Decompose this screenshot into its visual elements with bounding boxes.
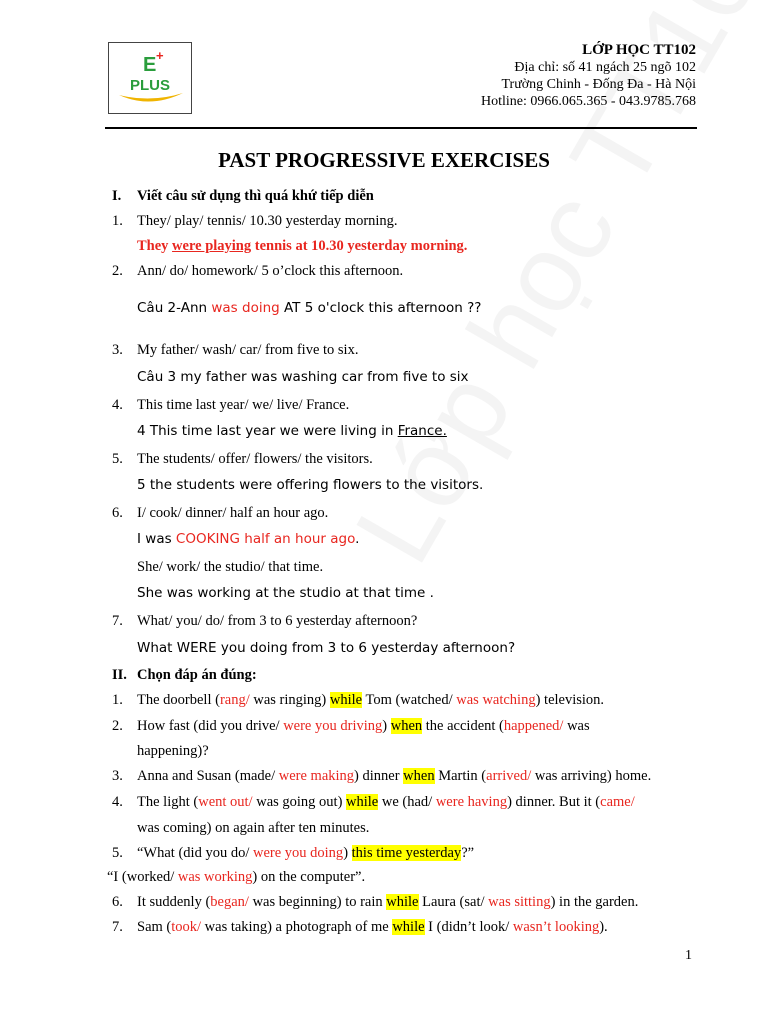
s2-q4-r3: came/ bbox=[600, 794, 635, 810]
s2-q7-t2: was taking) a photograph of me bbox=[201, 919, 393, 935]
s2-q6-t3: Laura (sat/ bbox=[418, 894, 489, 910]
street: Trường Chinh - Đống Đa - Hà Nội bbox=[501, 77, 696, 92]
page-number: 1 bbox=[685, 948, 692, 963]
s2-q5-l2a: “I (worked/ bbox=[107, 869, 178, 885]
logo-graphic bbox=[109, 43, 191, 113]
s2-q7-r1: took/ bbox=[171, 919, 202, 935]
class-name: LỚP HỌC TT102 bbox=[582, 42, 696, 58]
s1-q2-number: 2. bbox=[112, 263, 123, 279]
s2-q2-number: 2. bbox=[112, 718, 123, 734]
s1-q1-answer-verb: were playing bbox=[172, 238, 252, 254]
s2-q5-number: 5. bbox=[112, 845, 123, 861]
s2-q1-number: 1. bbox=[112, 692, 123, 708]
s2-q7-number: 7. bbox=[112, 919, 123, 935]
s2-q1-r1: rang/ bbox=[219, 692, 250, 708]
s2-q2-r2: happened/ bbox=[503, 718, 564, 734]
section2-heading: Chọn đáp án đúng: bbox=[137, 667, 257, 683]
s2-q5-t3: ?” bbox=[461, 845, 475, 861]
hotline: Hotline: 0966.065.365 - 043.9785.768 bbox=[480, 94, 696, 109]
s2-q2-r1: were you driving bbox=[283, 718, 383, 734]
s1-q1-number: 1. bbox=[112, 213, 123, 229]
s2-q4-highlight: while bbox=[346, 794, 379, 810]
header-info bbox=[481, 42, 696, 110]
s1-q1-answer-pre: They bbox=[137, 238, 173, 254]
s1-q4-answer bbox=[137, 423, 447, 439]
s1-q6-answer-pre: I was bbox=[137, 531, 176, 547]
s2-q2-t1: How fast (did you drive/ bbox=[137, 718, 284, 734]
s1-q6-answer-post: . bbox=[355, 531, 360, 547]
page-title: PAST PROGRESSIVE EXERCISES bbox=[218, 148, 550, 172]
s1-q3-number: 3. bbox=[112, 342, 123, 358]
s1-q1-prompt: They/ play/ tennis/ 10.30 yesterday morning. bbox=[137, 213, 398, 229]
s1-q1-answer bbox=[137, 238, 467, 255]
s2-q3-t2: ) dinner bbox=[354, 768, 404, 784]
s2-q3-t3: Martin ( bbox=[434, 768, 487, 784]
s2-q4-number: 4. bbox=[112, 794, 123, 810]
s2-q4-t2: was going out) bbox=[252, 794, 347, 810]
logo-text: PLUS bbox=[129, 77, 171, 94]
s2-q7-r2: wasn’t looking bbox=[512, 919, 600, 935]
s1-q6-number: 6. bbox=[112, 505, 123, 521]
s2-q2-t3: the accident ( bbox=[422, 718, 504, 734]
s2-q2-t2: ) bbox=[382, 718, 391, 734]
s2-q6-t1: It suddenly ( bbox=[137, 894, 211, 910]
s2-q5-line2 bbox=[107, 869, 365, 886]
s1-q5-answer: 5 the students were offering flowers to the visitors. bbox=[137, 477, 484, 493]
s2-q1-t4: ) television. bbox=[535, 692, 605, 708]
s1-q2-prompt: Ann/ do/ homework/ 5 o’clock this afternoon. bbox=[137, 263, 404, 279]
s2-q4-r1: went out/ bbox=[198, 794, 253, 810]
s2-q3-t1: Anna and Susan (made/ bbox=[137, 768, 279, 784]
s1-q2-answer-pre: Câu 2-Ann bbox=[137, 300, 212, 316]
s2-q1-highlight: while bbox=[329, 692, 363, 708]
s2-q4-r2: were having bbox=[435, 794, 508, 810]
s1-q1-answer-post: tennis at 10.30 yesterday morning. bbox=[251, 238, 468, 254]
s2-q2-text bbox=[137, 718, 590, 735]
s2-q1-t2: was ringing) bbox=[249, 692, 330, 708]
s2-q2-highlight: when bbox=[390, 718, 423, 734]
s1-q3-prompt: My father/ wash/ car/ from five to six. bbox=[137, 342, 359, 358]
s2-q2-line2: happening)? bbox=[137, 743, 209, 759]
s1-q5-prompt: The students/ offer/ flowers/ the visitors. bbox=[137, 451, 373, 467]
s2-q5-r1: were you doing bbox=[252, 845, 344, 861]
s1-q6-prompt2: She/ work/ the studio/ that time. bbox=[137, 559, 324, 575]
s2-q3-text bbox=[137, 768, 651, 785]
s2-q2-t4: was bbox=[563, 718, 590, 734]
s2-q3-number: 3. bbox=[112, 768, 123, 784]
logo-plus-sign: + bbox=[156, 48, 164, 63]
s2-q5-l2b: ) on the computer”. bbox=[252, 869, 366, 885]
s2-q3-r2: arrived/ bbox=[486, 768, 532, 784]
s2-q5-t1: “What (did you do/ bbox=[137, 845, 253, 861]
s2-q5-highlight: this time yesterday bbox=[351, 845, 462, 861]
s2-q1-r2: was watching bbox=[456, 692, 536, 708]
s2-q7-highlight: while bbox=[392, 919, 425, 935]
s1-q4-answer-underlined: France. bbox=[397, 423, 447, 439]
s2-q6-r1: began/ bbox=[210, 894, 249, 910]
s1-q6-answer2: She was working at the studio at that time . bbox=[137, 585, 434, 601]
s2-q6-r2: was sitting bbox=[488, 894, 551, 910]
s2-q6-number: 6. bbox=[112, 894, 123, 910]
address: Địa chỉ: số 41 ngách 25 ngõ 102 bbox=[514, 60, 696, 75]
s2-q5-l2r: was working bbox=[177, 869, 253, 885]
section1-heading: Viết câu sử dụng thì quá khứ tiếp diễn bbox=[137, 188, 374, 204]
s1-q2-answer-verb: was doing bbox=[211, 300, 280, 316]
s1-q2-answer bbox=[137, 300, 481, 316]
s1-q4-prompt: This time last year/ we/ live/ France. bbox=[137, 397, 350, 413]
logo-e: E bbox=[143, 54, 157, 76]
s2-q1-t1: The doorbell ( bbox=[137, 692, 220, 708]
s2-q4-line2: was coming) on again after ten minutes. bbox=[137, 820, 370, 836]
s2-q6-highlight: while bbox=[386, 894, 419, 910]
s1-q2-answer-post: AT 5 o'clock this afternoon ?? bbox=[279, 300, 482, 316]
s2-q3-t4: was arriving) home. bbox=[531, 768, 652, 784]
s2-q1-text bbox=[137, 692, 604, 709]
s2-q3-r1: were making bbox=[278, 768, 355, 784]
s2-q7-text bbox=[137, 919, 608, 936]
logo bbox=[108, 42, 192, 114]
s2-q5-t2: ) bbox=[343, 845, 352, 861]
s1-q7-number: 7. bbox=[112, 613, 123, 629]
s1-q7-prompt: What/ you/ do/ from 3 to 6 yesterday afternoon? bbox=[137, 613, 418, 629]
s1-q5-number: 5. bbox=[112, 451, 123, 467]
s1-q6-prompt: I/ cook/ dinner/ half an hour ago. bbox=[137, 505, 329, 521]
s2-q7-t1: Sam ( bbox=[137, 919, 172, 935]
s2-q6-text bbox=[137, 894, 638, 911]
s2-q7-t4: ). bbox=[599, 919, 608, 935]
section2-numeral: II. bbox=[112, 667, 127, 683]
s2-q4-text bbox=[137, 794, 635, 811]
s1-q6-answer bbox=[137, 531, 359, 547]
s2-q6-t2: was beginning) to rain bbox=[248, 894, 387, 910]
s2-q7-t3: I (didn’t look/ bbox=[424, 919, 513, 935]
s2-q4-t1: The light ( bbox=[137, 794, 199, 810]
s2-q6-t4: ) in the garden. bbox=[550, 894, 639, 910]
s1-q4-number: 4. bbox=[112, 397, 123, 413]
s2-q3-highlight: when bbox=[403, 768, 435, 784]
s1-q7-answer: What WERE you doing from 3 to 6 yesterday afternoon? bbox=[137, 640, 516, 656]
s1-q4-answer-pre: 4 This time last year we were living in bbox=[137, 423, 398, 439]
section1-numeral: I. bbox=[112, 188, 122, 204]
s2-q4-t4: ) dinner. But it ( bbox=[507, 794, 601, 810]
s2-q5-text bbox=[137, 845, 474, 862]
s1-q3-answer: Câu 3 my father was washing car from five to six bbox=[137, 369, 469, 385]
s2-q4-t3: we (had/ bbox=[378, 794, 436, 810]
s2-q1-t3: Tom (watched/ bbox=[362, 692, 457, 708]
s1-q6-answer-red: COOKING half an hour ago bbox=[175, 531, 356, 547]
header-rule bbox=[105, 127, 697, 129]
